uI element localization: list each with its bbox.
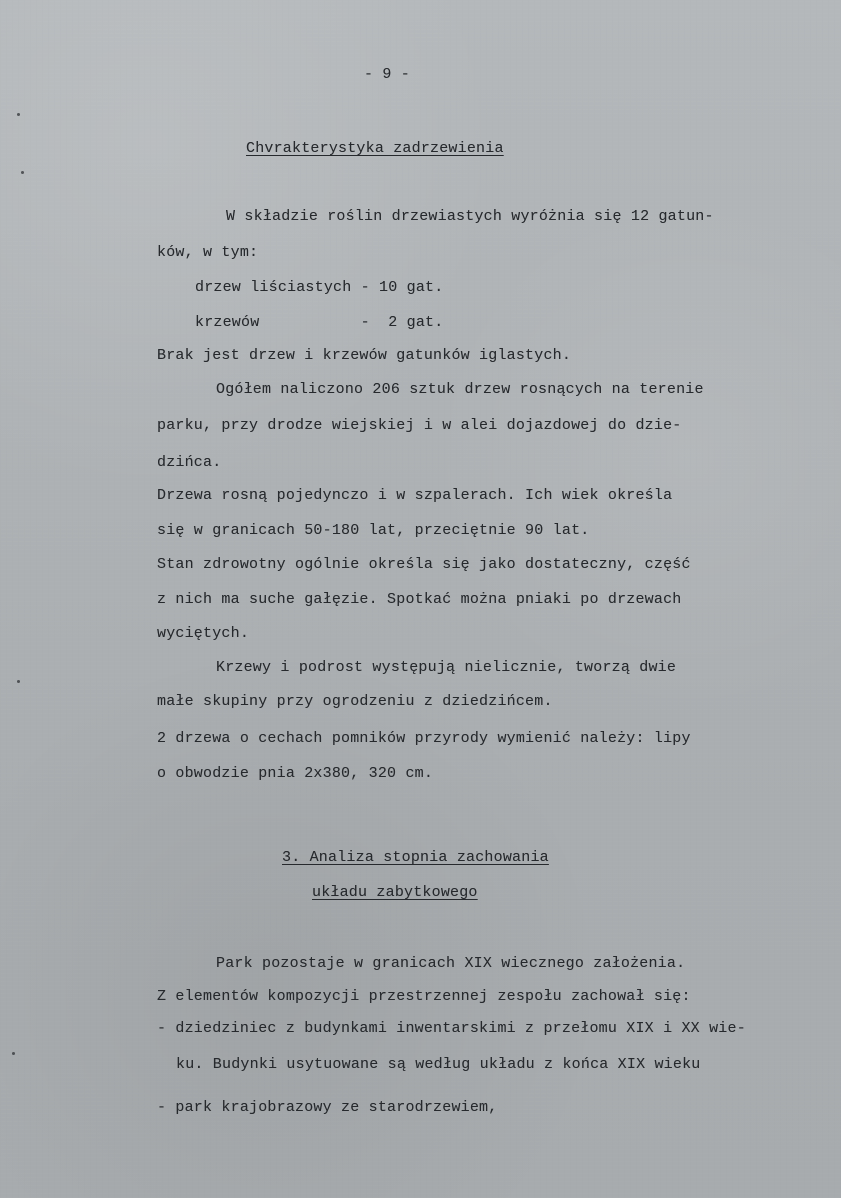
paragraph-line: małe skupiny przy ogrodzeniu z dziedzińcem.: [157, 693, 553, 710]
paragraph-line: o obwodzie pnia 2x380, 320 cm.: [157, 765, 434, 782]
paragraph-line: 2 drzewa o cechach pomników przyrody wymienić należy: lipy: [157, 730, 691, 747]
section-3-line: - dziedziniec z budynkami inwentarskimi z przełomu XIX i XX wie-: [157, 1020, 746, 1037]
paragraph-line: Krzewy i podrost występują nielicznie, tworzą dwie: [216, 659, 677, 676]
species-line: krzewów - 2 gat.: [195, 314, 444, 331]
punch-mark: [17, 113, 20, 116]
paragraph-line: Brak jest drzew i krzewów gatunków iglastych.: [157, 347, 572, 364]
section-3-title-line-1: 3. Analiza stopnia zachowania: [282, 849, 549, 866]
punch-mark: [17, 680, 20, 683]
section-3-line: ku. Budynki usytuowane są według układu z końca XIX wieku: [176, 1056, 701, 1073]
punch-mark: [12, 1052, 15, 1055]
punch-mark: [21, 171, 24, 174]
section-title: Chvrakterystyka zadrzewienia: [246, 140, 504, 157]
section-3-line: Z elementów kompozycji przestrzennej zespołu zachował się:: [157, 988, 691, 1005]
paragraph-line: wyciętych.: [157, 625, 250, 642]
paragraph-line: W składzie roślin drzewiastych wyróżnia się 12 gatun-: [226, 208, 714, 225]
paragraph-line: Ogółem naliczono 206 sztuk drzew rosnących na terenie: [216, 381, 704, 398]
paragraph-line: się w granicach 50-180 lat, przeciętnie 90 lat.: [157, 522, 590, 539]
section-3-title-line-2: układu zabytkowego: [312, 884, 478, 901]
paragraph-line: ków, w tym:: [157, 244, 259, 261]
section-3-line: Park pozostaje w granicach XIX wiecznego założenia.: [216, 955, 686, 972]
species-line: drzew liściastych - 10 gat.: [195, 279, 444, 296]
paragraph-line: dzińca.: [157, 454, 222, 471]
section-3-line: - park krajobrazowy ze starodrzewiem,: [157, 1099, 498, 1116]
paragraph-line: Stan zdrowotny ogólnie określa się jako dostateczny, część: [157, 556, 691, 573]
paragraph-line: parku, przy drodze wiejskiej i w alei dojazdowej do dzie-: [157, 417, 682, 434]
paragraph-line: Drzewa rosną pojedynczo i w szpalerach. Ich wiek określa: [157, 487, 673, 504]
paragraph-line: z nich ma suche gałęzie. Spotkać można pniaki po drzewach: [157, 591, 682, 608]
page-number: - 9 -: [363, 66, 410, 83]
